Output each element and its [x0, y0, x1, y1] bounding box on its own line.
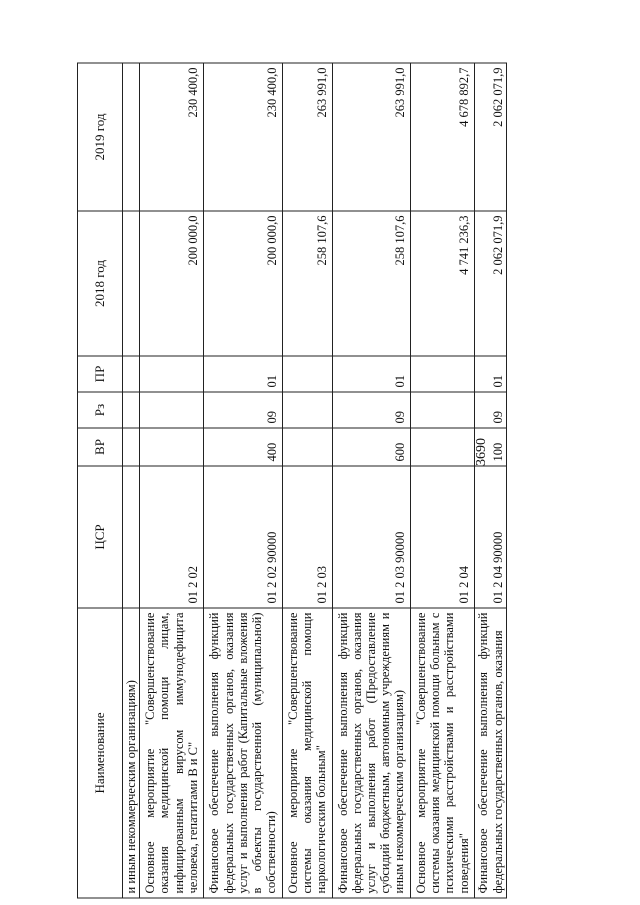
- table-row: [204, 63, 282, 898]
- header-2019: 2019 год: [78, 63, 123, 211]
- row-csr: 01 2 03 90000: [332, 466, 410, 608]
- header-2018: 2018 год: [78, 211, 123, 356]
- row-2019: 4 678 892,7: [411, 63, 475, 211]
- row-pr: [411, 356, 475, 392]
- row-rz: 09: [332, 392, 410, 428]
- row-name: Финансовое обеспечение выполнения функций федеральных государственных органов, оказания услуг и выполнения работ (Предоставление субсидий бюджетным, автономным учреждениям и иным некоммерческим организациям): [332, 608, 410, 898]
- row-csr: [123, 466, 140, 608]
- row-rz: 09: [475, 392, 507, 428]
- row-pr: [140, 356, 204, 392]
- row-csr: 01 2 03: [282, 466, 332, 608]
- row-2018: 4 741 236,3: [411, 211, 475, 356]
- budget-table: [77, 63, 507, 899]
- row-2018: 200 000,0: [140, 211, 204, 356]
- row-pr: 01: [204, 356, 282, 392]
- row-vr: 100: [475, 428, 507, 466]
- row-pr: 01: [332, 356, 410, 392]
- row-2019: [123, 63, 140, 211]
- row-rz: [282, 392, 332, 428]
- row-name: Финансовое обеспечение выполнения функций федеральных государственных органов, оказания услуг и выполнения работ (Капитальные вложения в объекты государственной (муниципальной) собственности): [204, 608, 282, 898]
- row-2019: 263 991,0: [332, 63, 410, 211]
- row-csr: 01 2 02: [140, 466, 204, 608]
- row-name: Основное мероприятие "Совершенствование оказания медицинской помощи лицам, инфицированным вирусом иммунодефицита человека, гепатитами B и C": [140, 608, 204, 898]
- row-2018: [123, 211, 140, 356]
- row-2018: 258 107,6: [332, 211, 410, 356]
- table-row: [282, 63, 332, 898]
- row-2018: 258 107,6: [282, 211, 332, 356]
- table-header-row: [78, 63, 123, 898]
- row-rz: [411, 392, 475, 428]
- row-2019: 2 062 071,9: [475, 63, 507, 211]
- header-vr: ВР: [78, 428, 123, 466]
- row-vr: [282, 428, 332, 466]
- row-vr: 400: [204, 428, 282, 466]
- row-rz: [140, 392, 204, 428]
- row-rz: 09: [204, 392, 282, 428]
- row-vr: [140, 428, 204, 466]
- row-pr: [123, 356, 140, 392]
- row-name: Основное мероприятие "Совершенствование системы оказания медицинской помощи наркологическим больным": [282, 608, 332, 898]
- row-vr: [411, 428, 475, 466]
- row-vr: [123, 428, 140, 466]
- budget-table-rotated: [77, 64, 507, 899]
- row-csr: 01 2 04: [411, 466, 475, 608]
- row-rz: [123, 392, 140, 428]
- page-number: 3690: [474, 438, 489, 466]
- table-row: [123, 63, 140, 898]
- row-pr: 01: [475, 356, 507, 392]
- row-csr: 01 2 02 90000: [204, 466, 282, 608]
- row-2018: 200 000,0: [204, 211, 282, 356]
- header-rz: Рз: [78, 392, 123, 428]
- table-row: [475, 63, 507, 898]
- row-2019: 263 991,0: [282, 63, 332, 211]
- row-2018: 2 062 071,9: [475, 211, 507, 356]
- row-2019: 230 400,0: [204, 63, 282, 211]
- header-pr: ПР: [78, 356, 123, 392]
- table-row: [332, 63, 410, 898]
- row-vr: 600: [332, 428, 410, 466]
- header-csr: ЦСР: [78, 466, 123, 608]
- row-name: Основное мероприятие "Совершенствование системы оказания медицинской помощи больным с психическими расстройствами и расстройствами поведения": [411, 608, 475, 898]
- row-pr: [282, 356, 332, 392]
- row-csr: 01 2 04 90000: [475, 466, 507, 608]
- table-row: [140, 63, 204, 898]
- table-row: [411, 63, 475, 898]
- row-name: Финансовое обеспечение выполнения функций федеральных государственных органов, оказания: [475, 608, 507, 898]
- row-name: и иным некоммерческим организациям): [123, 608, 140, 898]
- header-name: Наименование: [78, 608, 123, 898]
- row-2019: 230 400,0: [140, 63, 204, 211]
